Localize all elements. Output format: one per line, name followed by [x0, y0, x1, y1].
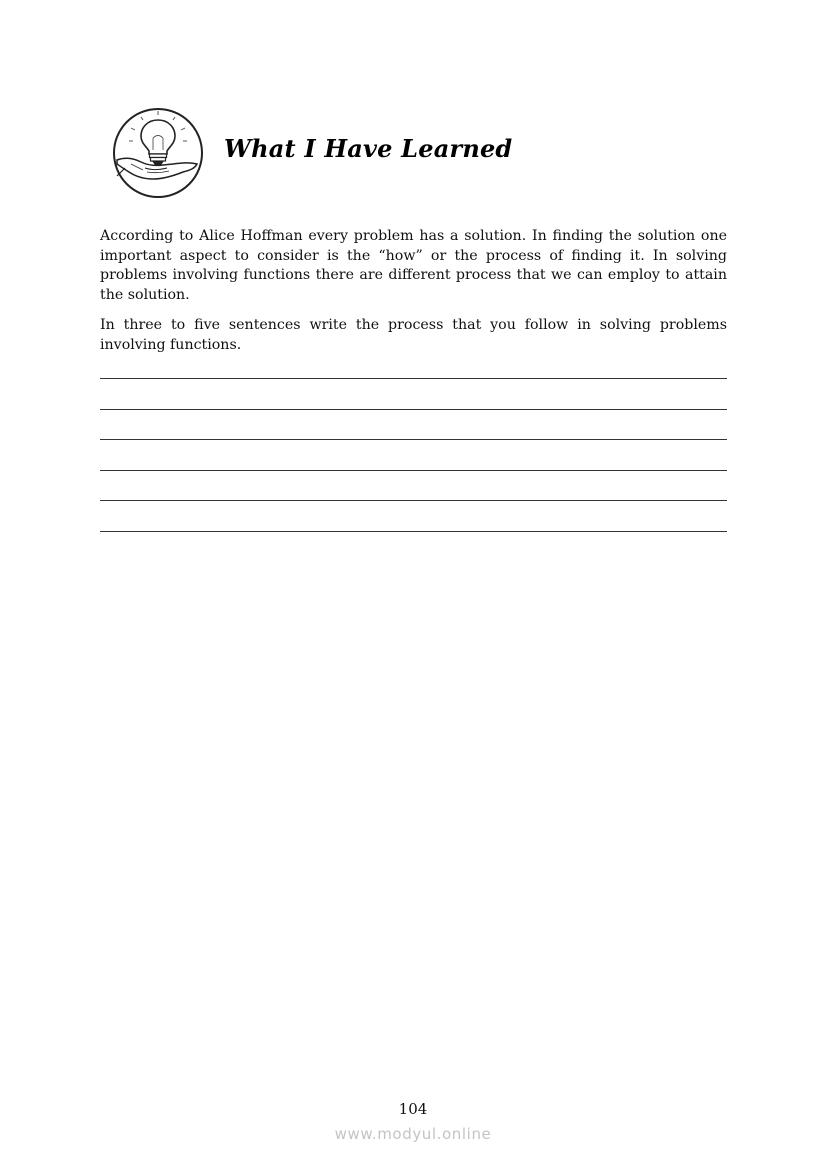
answer-line[interactable]: [100, 409, 727, 410]
answer-line[interactable]: [100, 378, 727, 379]
section-title: What I Have Learned: [224, 134, 513, 163]
watermark: www.modyul.online: [334, 1125, 492, 1143]
page-number: 104: [398, 1100, 428, 1118]
lightbulb-in-hand-icon: [111, 106, 205, 200]
answer-line[interactable]: [100, 500, 727, 501]
answer-line[interactable]: [100, 470, 727, 471]
answer-line[interactable]: [100, 531, 727, 532]
intro-paragraph: According to Alice Hoffman every problem has a solution. In finding the solution one important aspect to consider is the “how” or the process of finding it. In solving problems involving functions there are different process that we can employ to attain the solution.: [100, 228, 727, 303]
answer-line[interactable]: [100, 439, 727, 440]
answer-area[interactable]: [100, 378, 727, 562]
instruction-paragraph: In three to five sentences write the process that you follow in solving problems involving functions.: [100, 317, 727, 353]
